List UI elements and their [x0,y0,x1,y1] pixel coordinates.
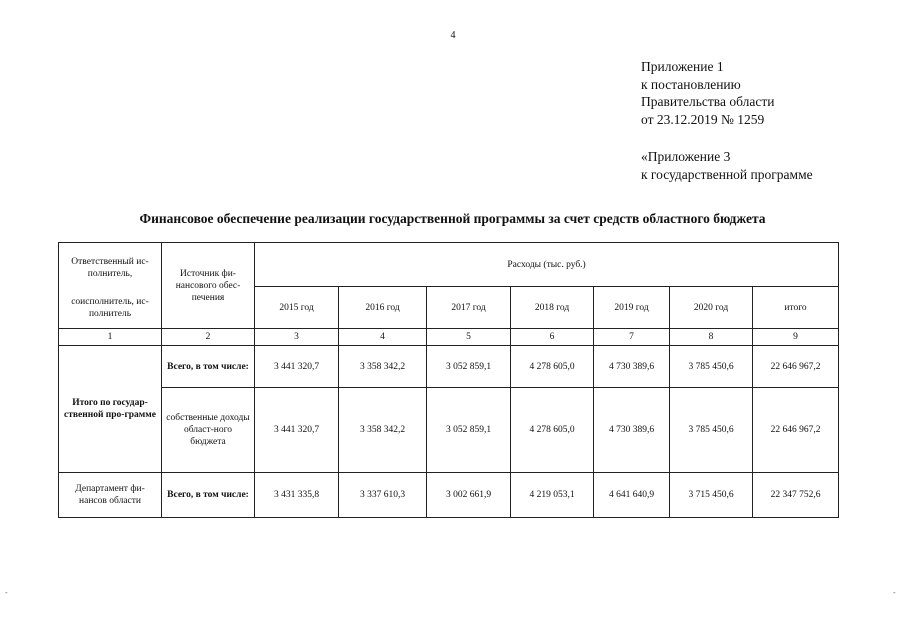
column-number: 9 [753,329,839,346]
page-number: 4 [450,30,456,41]
annex-1-line: к постановлению [641,76,741,92]
cell-value: 4 730 389,6 [594,346,670,388]
cell-value: 4 730 389,6 [594,388,670,473]
column-number: 5 [427,329,511,346]
annex-3-reference [641,148,813,183]
row-group-finance-department: Департамент фи-нансов области [59,473,162,518]
row-source: Всего, в том числе: [162,473,255,518]
financing-table [58,242,839,518]
header-year-2017: 2017 год [427,287,511,329]
left-edge-mark: - [5,588,8,597]
cell-value: 3 002 661,9 [427,473,511,518]
cell-value: 22 646 967,2 [753,346,839,388]
column-number: 7 [594,329,670,346]
cell-value: 4 219 053,1 [511,473,594,518]
header-year-2016: 2016 год [339,287,427,329]
cell-value: 4 641 640,9 [594,473,670,518]
header-year-2018: 2018 год [511,287,594,329]
column-number: 8 [670,329,753,346]
cell-value: 3 052 859,1 [427,346,511,388]
table-row [59,346,839,388]
table-row [59,473,839,518]
row-source: Всего, в том числе: [162,346,255,388]
header-year-2020: 2020 год [670,287,753,329]
header-expenses: Расходы (тыс. руб.) [255,243,839,287]
table-row [59,388,839,473]
cell-value: 4 278 605,0 [511,346,594,388]
header-year-2015: 2015 год [255,287,339,329]
annex-1-reference [641,58,774,128]
right-edge-mark: - [893,588,896,597]
header-source: Источник фи-нансового обес-печения [162,243,255,329]
header-executor-bottom: соисполнитель, ис-полнитель [71,296,149,319]
row-source: собственные доходы област-ного бюджета [162,388,255,473]
annex-3-line: к государственной программе [641,166,813,182]
document-title: Финансовое обеспечение реализации государственной программы за счет средств областного бюджета [139,211,766,226]
header-total: итого [753,287,839,329]
header-year-2019: 2019 год [594,287,670,329]
column-number: 2 [162,329,255,346]
cell-value: 3 441 320,7 [255,346,339,388]
cell-value: 3 715 450,6 [670,473,753,518]
column-number: 1 [59,329,162,346]
cell-value: 3 785 450,6 [670,388,753,473]
cell-value: 4 278 605,0 [511,388,594,473]
column-number: 4 [339,329,427,346]
cell-value: 3 337 610,3 [339,473,427,518]
header-executor [59,243,162,329]
annex-1-line: Правительства области [641,94,775,109]
column-number: 3 [255,329,339,346]
header-executor-top: Ответственный ис-полнитель, [71,256,149,279]
cell-value: 3 358 342,2 [339,388,427,473]
row-group-program-total: Итого по государ-ственной про-грамме [59,346,162,473]
column-number: 6 [511,329,594,346]
cell-value: 22 646 967,2 [753,388,839,473]
cell-value: 3 431 335,8 [255,473,339,518]
cell-value: 3 441 320,7 [255,388,339,473]
cell-value: 3 052 859,1 [427,388,511,473]
cell-value: 22 347 752,6 [753,473,839,518]
annex-1-line: Приложение 1 [641,59,724,74]
cell-value: 3 358 342,2 [339,346,427,388]
annex-1-line: от 23.12.2019 № 1259 [641,111,765,127]
cell-value: 3 785 450,6 [670,346,753,388]
annex-3-line: «Приложение 3 [641,149,731,164]
